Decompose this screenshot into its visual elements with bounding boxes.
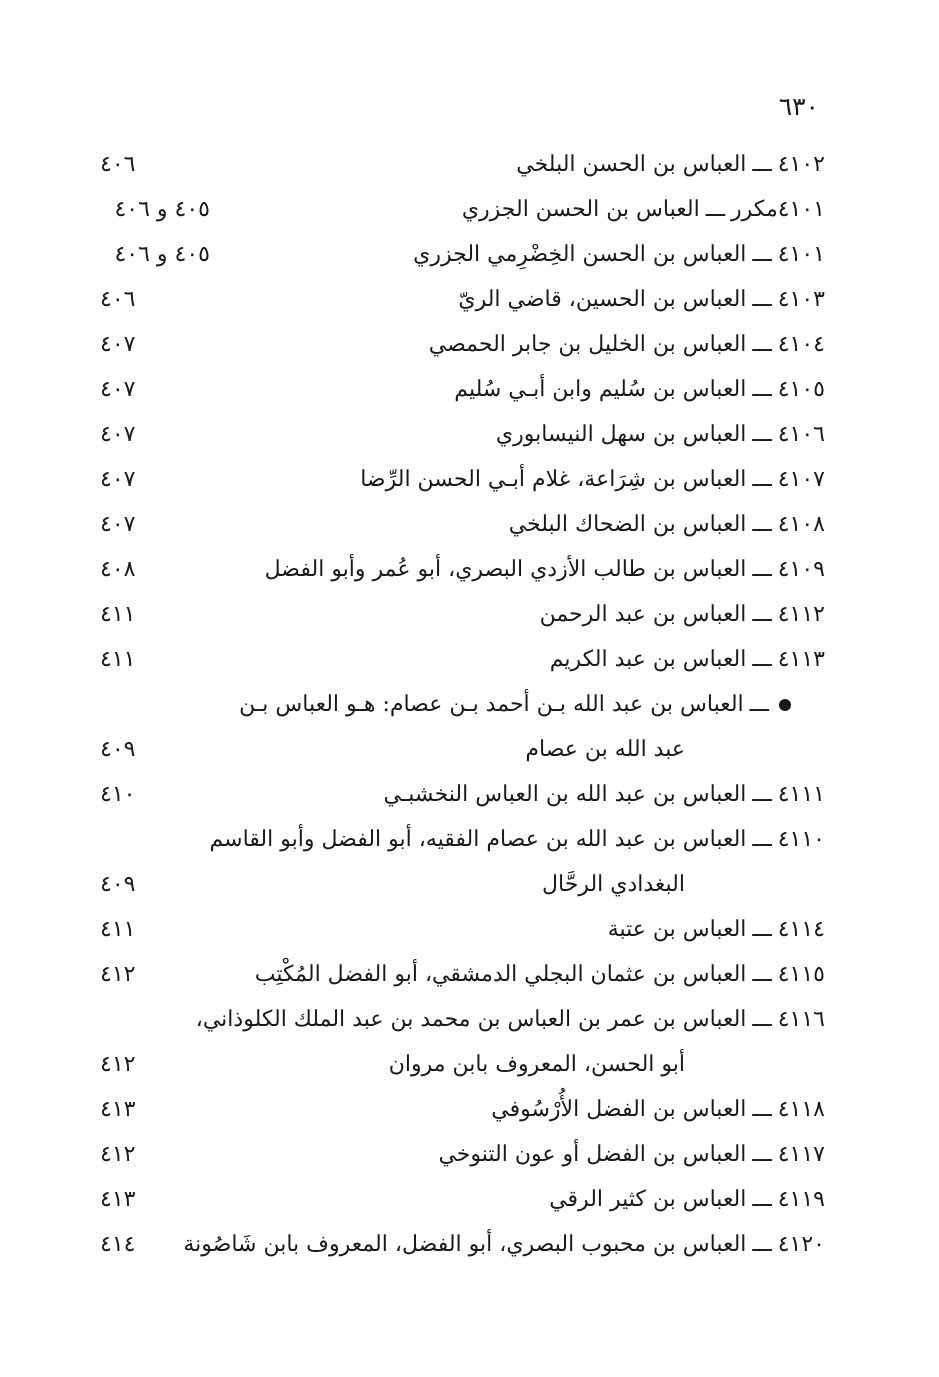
entry-dash: ـــ [752,512,772,537]
entry-name: العباس بن سهل النيسابوري [495,422,747,447]
index-entry [95,772,825,817]
page-reference: ٤١٣ [100,1187,136,1212]
page-reference: ٤٠٨ [100,557,136,582]
entry-text [608,907,825,952]
page-reference: ٤١٢ [100,962,136,987]
entry-name: العباس بن الحسن البلخي [516,152,747,177]
entry-text [265,547,825,592]
page-reference: ٤٠٧ [100,377,136,402]
index-entry [95,142,825,187]
page-number: ٦٣٠ [778,92,819,121]
index-entry [95,547,825,592]
entry-text [516,142,825,187]
entry-number: ٤١١٠ [777,827,825,852]
entry-dash: ـــ [752,1007,772,1032]
entry-text [429,322,825,367]
entry-number: ٤١٢٠ [777,1232,825,1257]
entry-name: العباس بن الحسن الجزري [461,197,700,222]
entry-text [454,367,825,412]
entry-text [458,277,825,322]
entry-name: العباس بن شِرَاعة، غلام أبـي الحسن الرِّضا [360,467,747,492]
index-entry [95,1177,825,1222]
index-entry-continuation [95,727,825,772]
entry-name: العباس بن الحسين، قاضي الريّ [458,287,747,312]
entry-dash: ـــ [752,602,772,627]
page-reference: ٤٠٧ [100,332,136,357]
entry-number: ٤١١٢ [777,602,825,627]
index-entry [95,367,825,412]
page-reference: ٤٠٦ [100,287,136,312]
index-entry [95,232,825,277]
entry-number: ٤١١٣ [777,647,825,672]
page-reference: ٤٠٦ [100,152,136,177]
entry-dash: ـــ [752,827,772,852]
entry-dash: ـــ [749,692,769,717]
index-entry [95,637,825,682]
entry-text [491,1087,825,1132]
entry-text [549,1177,825,1222]
entry-name: العباس بن عبد الرحمن [539,602,747,627]
index-entry [95,457,825,502]
entry-name: العباس بن الحسن الخِضْرِمي الجزري [413,242,747,267]
entry-dash: ـــ [752,287,772,312]
entry-name: العباس بن كثير الرقي [549,1187,747,1212]
entry-dash: ـــ [752,467,772,492]
index-entry [95,1222,825,1267]
entry-name: العباس بن الفضل الأُرْسُوفي [491,1097,747,1122]
entry-number: ٤١١٤ [777,917,825,942]
index-entry [95,997,825,1042]
entry-number: ٤١٠٩ [777,557,825,582]
entry-name: العباس بن عثمان البجلي الدمشقي، أبو الفضل المُكْتِب [254,962,747,987]
entry-name: العباس بن محبوب البصري، أبو الفضل، المعروف بابن شَاصُونة [183,1232,747,1257]
entry-dash: ـــ [752,332,772,357]
page-reference: ٤٠٥ و ٤٠٦ [114,242,210,267]
entry-number: ٤١٠٣ [777,287,825,312]
entry-number: ٤١٠٤ [777,332,825,357]
entry-text [496,412,825,457]
index-entry [95,592,825,637]
index-entry [95,322,825,367]
entry-name: العباس بن عمر بن العباس بن محمد بن عبد الملك الكلوذاني، [195,1007,747,1032]
entry-name: العباس بن عبد الله بن العباس النخشبـي [383,782,747,807]
index-entry-continuation [95,862,825,907]
entry-text [540,592,825,637]
index-entry [95,682,825,727]
page-reference: ٤٠٩ [100,737,136,762]
entry-number: ٤١١١ [777,782,825,807]
entry-name: العباس بن الخليل بن جابر الحمصي [428,332,747,357]
entry-dash: ـــ [752,1232,772,1257]
entry-name: العباس بن طالب الأزدي البصري، أبو عُمر وأبو الفضل [264,557,747,582]
entry-dash: ـــ [752,1097,772,1122]
page-reference: ٤٠٧ [100,512,136,537]
entry-name: العباس بن عتبة [607,917,747,942]
entry-dash: ـــ [752,242,772,267]
entry-dash: ـــ [752,557,772,582]
entry-text [384,772,825,817]
entry-dash: ـــ [752,152,772,177]
index-entry [95,277,825,322]
entry-name: العباس بن عبد الله بن عصام الفقيه، أبو الفضل وأبو القاسم [209,827,747,852]
entry-text [239,682,825,727]
entry-text [413,232,825,277]
entry-name: العباس بن عبد الله بـن أحمد بـن عصام: هـو العباس بـن [239,692,744,717]
page-reference: ٤١١ [100,647,136,672]
entry-text [196,997,825,1042]
entry-dash: ـــ [752,422,772,447]
entry-number: ٤١١٨ [777,1097,825,1122]
entry-dash: ـــ [705,197,726,222]
entry-name: العباس بن الفضل أو عون التنوخي [438,1142,747,1167]
entry-number: ٤١١٧ [777,1142,825,1167]
entry-name-continuation: البغدادي الرحَّال [542,872,685,897]
entry-text [550,637,825,682]
entry-text [255,952,825,997]
entry-number: ٤١٠٦ [777,422,825,447]
entry-dash: ـــ [752,917,772,942]
entry-number: ٤١٠٥ [777,377,825,402]
entry-name: العباس بن عبد الكريم [549,647,747,672]
entry-dash: ـــ [752,647,772,672]
index-entry-continuation [95,1042,825,1087]
index-entry [95,412,825,457]
index-entry [95,817,825,862]
index-entry [95,1132,825,1177]
entry-text [509,502,825,547]
entry-number: ٤١١٦ [777,1007,825,1032]
entry-text [462,187,825,232]
entry-dash: ـــ [752,1187,772,1212]
page-reference: ٤٠٩ [100,872,136,897]
entry-number: ٤١٠٢ [777,152,825,177]
entry-name-continuation: عبد الله بن عصام [525,737,685,762]
bullet-icon [779,699,791,711]
entry-number: ٤١١٥ [777,962,825,987]
entry-name-continuation: أبو الحسن، المعروف بابن مروان [388,1052,685,1077]
index-entry [95,907,825,952]
entry-number: ٤١٠١ [777,242,825,267]
page-reference: ٤١٠ [100,782,136,807]
entry-number: ٤١٠١مكرر [731,197,825,222]
index-entry [95,1087,825,1132]
entry-number: ٤١٠٧ [777,467,825,492]
page-reference: ٤١٢ [100,1052,136,1077]
entry-text [210,817,825,862]
index-entry [95,187,825,232]
page-reference: ٤٠٥ و ٤٠٦ [114,197,210,222]
entry-number: ٤١١٩ [777,1187,825,1212]
page-reference: ٤١٤ [100,1232,136,1257]
entry-name: العباس بن الضحاك البلخي [508,512,747,537]
entry-number: ٤١٠٨ [777,512,825,537]
entry-text [183,1222,825,1267]
index-list [95,142,825,1267]
page-reference: ٤١١ [100,917,136,942]
page-reference: ٤١٣ [100,1097,136,1122]
page-reference: ٤٠٧ [100,467,136,492]
index-entry [95,952,825,997]
page-reference: ٤١٢ [100,1142,136,1167]
entry-name: العباس بن سُليم وابن أبـي سُليم [454,377,747,402]
entry-dash: ـــ [752,782,772,807]
page-reference: ٤٠٧ [100,422,136,447]
page-reference: ٤١١ [100,602,136,627]
entry-dash: ـــ [752,1142,772,1167]
index-entry [95,502,825,547]
entry-dash: ـــ [752,962,772,987]
entry-text [360,457,825,502]
entry-text [438,1132,825,1177]
entry-dash: ـــ [752,377,772,402]
